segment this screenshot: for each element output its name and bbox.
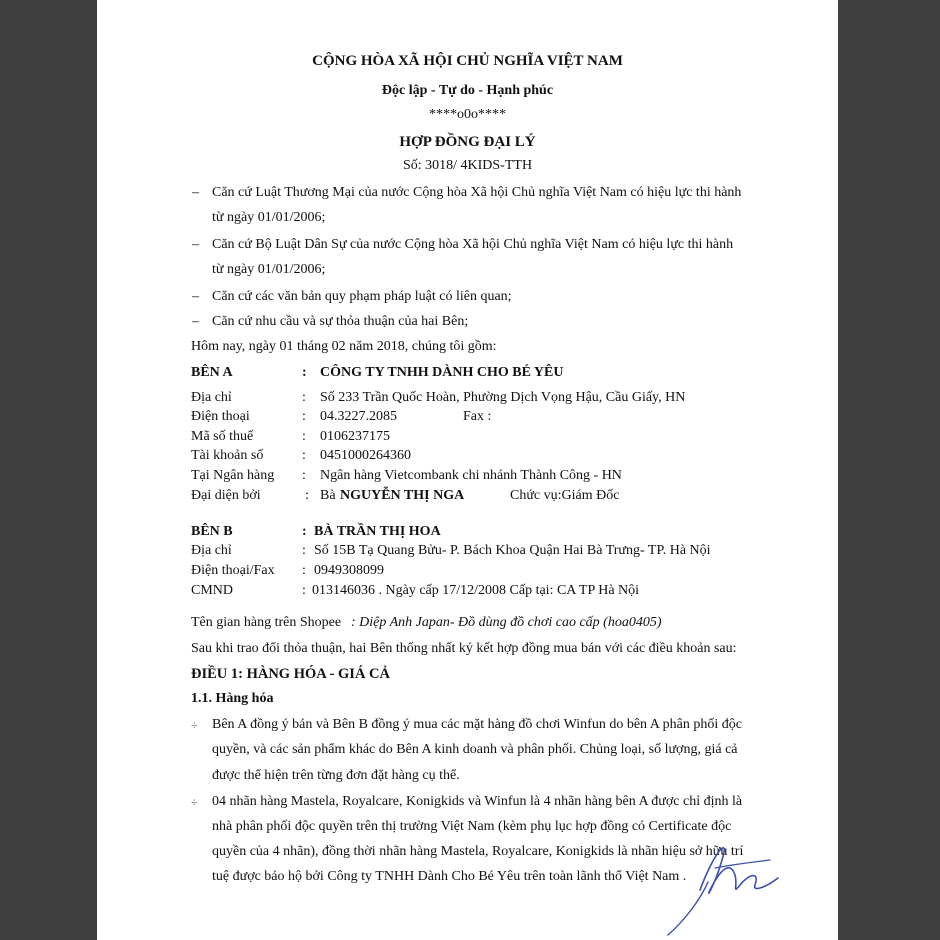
contract-title: HỢP ĐỒNG ĐẠI LÝ [399, 134, 536, 150]
agreement-statement: Sau khi trao đổi thỏa thuận, hai Bên thống nhất ký kết hợp đồng mua bán với các điều khoản sau: [191, 641, 737, 656]
bullet-2-line1: 04 nhãn hàng Mastela, Royalcare, Konigkids và Winfun là 4 nhãn hàng bên A được chỉ định là [212, 794, 743, 809]
colon: : [302, 448, 306, 463]
shop-name: : Diệp Anh Japan- Đồ dùng đồ chơi cao cấp (hoa0405) [351, 615, 662, 630]
party-b-address-label: Địa chỉ [191, 543, 232, 558]
preamble-dash: – [192, 289, 199, 304]
colon: : [302, 468, 306, 483]
preamble-item-2-line2: từ ngày 01/01/2006; [212, 262, 326, 277]
colon: : [302, 390, 306, 405]
party-b-address: Số 15B Tạ Quang Bửu- P. Bách Khoa Quận Hai Bà Trưng- TP. Hà Nội [314, 543, 711, 558]
party-a-address: Số 233 Trần Quốc Hoàn, Phường Dịch Vọng Hậu, Cầu Giấy, HN [320, 390, 686, 405]
party-a-tax-label: Mã số thuế [191, 429, 254, 444]
page-frame-left [0, 0, 97, 940]
preamble-item-1-line2: từ ngày 01/01/2006; [212, 210, 326, 225]
party-a-account-label: Tài khoản số [191, 448, 264, 463]
party-b-phone-label: Điện thoại/Fax [191, 563, 275, 578]
party-a-bank: Ngân hàng Vietcombank chi nhánh Thành Công - HN [320, 468, 622, 483]
party-a-phone: 04.3227.2085 [320, 409, 397, 424]
bullet-2-line4: tuệ được bảo hộ bởi Công ty TNHH Dành Cho Bé Yêu trên toàn lãnh thổ Việt Nam . [212, 869, 687, 884]
bullet-1-line3: được thể hiện trên từng đơn đặt hàng cụ thể. [212, 768, 460, 783]
colon: : [302, 409, 306, 424]
party-a-phone-label: Điện thoại [191, 409, 250, 424]
party-a-account: 0451000264360 [320, 448, 411, 463]
preamble-item-4: Căn cứ nhu cầu và sự thỏa thuận của hai Bên; [212, 314, 469, 329]
party-a-label: BÊN A [191, 365, 233, 380]
bullet-mark: ÷ [191, 718, 198, 732]
preamble-item-2-line1: Căn cứ Bộ Luật Dân Sự của nước Cộng hòa Xã hội Chủ nghĩa Việt Nam có hiệu lực thi hành [212, 237, 734, 252]
party-a-tax: 0106237175 [320, 429, 390, 444]
party-a-rep-prefix: Bà [320, 488, 336, 503]
preamble-dash: – [192, 237, 199, 252]
colon: : [302, 429, 306, 444]
party-a-name: CÔNG TY TNHH DÀNH CHO BÉ YÊU [320, 365, 564, 380]
party-a-fax-label: Fax : [463, 409, 492, 424]
party-b-id: 013146036 . Ngày cấp 17/12/2008 Cấp tại: CA TP Hà Nội [312, 583, 640, 598]
section-1-1-heading: 1.1. Hàng hóa [191, 691, 274, 706]
party-b-phone: 0949308099 [314, 563, 384, 578]
today-statement: Hôm nay, ngày 01 tháng 02 năm 2018, chúng tôi gồm: [191, 339, 497, 354]
contract-number: Số: 3018/ 4KIDS-TTH [402, 158, 533, 173]
party-a-address-label: Địa chỉ [191, 390, 232, 405]
party-a-rep-label: Đại diện bởi [191, 488, 261, 503]
preamble-item-3: Căn cứ các văn bản quy phạm pháp luật có liên quan; [212, 289, 512, 304]
bullet-2-line3: quyền của 4 nhãn), đồng thời nhãn hàng Mastela, Royalcare, Konigkids là nhãn hiệu sở hữu trí [212, 844, 744, 859]
bullet-1-line1: Bên A đồng ý bán và Bên B đồng ý mua các mặt hàng đồ chơi Winfun do bên A phân phối độc [212, 717, 742, 732]
party-b-label: BÊN B [191, 524, 233, 539]
bullet-2-line2: nhà phân phối độc quyền trên thị trường Việt Nam (kèm phụ lục hợp đồng có Certificate độc [212, 819, 732, 834]
divider-ornament: ****o0o**** [429, 107, 506, 122]
article-1-heading: ĐIỀU 1: HÀNG HÓA - GIÁ CẢ [191, 666, 390, 682]
shop-label: Tên gian hàng trên Shopee [191, 615, 342, 630]
colon: : [302, 524, 307, 539]
bullet-mark: ÷ [191, 795, 198, 809]
nation-heading: CỘNG HÒA XÃ HỘI CHỦ NGHĨA VIỆT NAM [312, 53, 623, 69]
preamble-dash: – [192, 314, 199, 329]
bullet-1-line2: quyền, và các sản phẩm khác do Bên A kinh doanh và phân phối. Chủng loại, số lượng, giá cả [212, 742, 738, 757]
handwritten-signature [660, 830, 790, 940]
colon: : [305, 488, 309, 503]
page-frame-right [838, 0, 940, 940]
preamble-dash: – [192, 185, 199, 200]
colon: : [302, 583, 306, 598]
motto: Độc lập - Tự do - Hạnh phúc [381, 83, 554, 98]
colon: : [302, 563, 306, 578]
party-a-rep-role: Chức vụ:Giám Đốc [510, 488, 620, 503]
party-a-rep-name: NGUYỄN THỊ NGA [340, 488, 465, 503]
colon: : [302, 365, 307, 380]
preamble-item-1-line1: Căn cứ Luật Thương Mại của nước Cộng hòa Xã hội Chủ nghĩa Việt Nam có hiệu lực thi hành [212, 185, 742, 200]
colon: : [302, 543, 306, 558]
party-b-id-label: CMND [191, 583, 234, 598]
party-a-bank-label: Tại Ngân hàng [191, 468, 275, 483]
party-b-name: BÀ TRẦN THỊ HOA [314, 524, 441, 539]
